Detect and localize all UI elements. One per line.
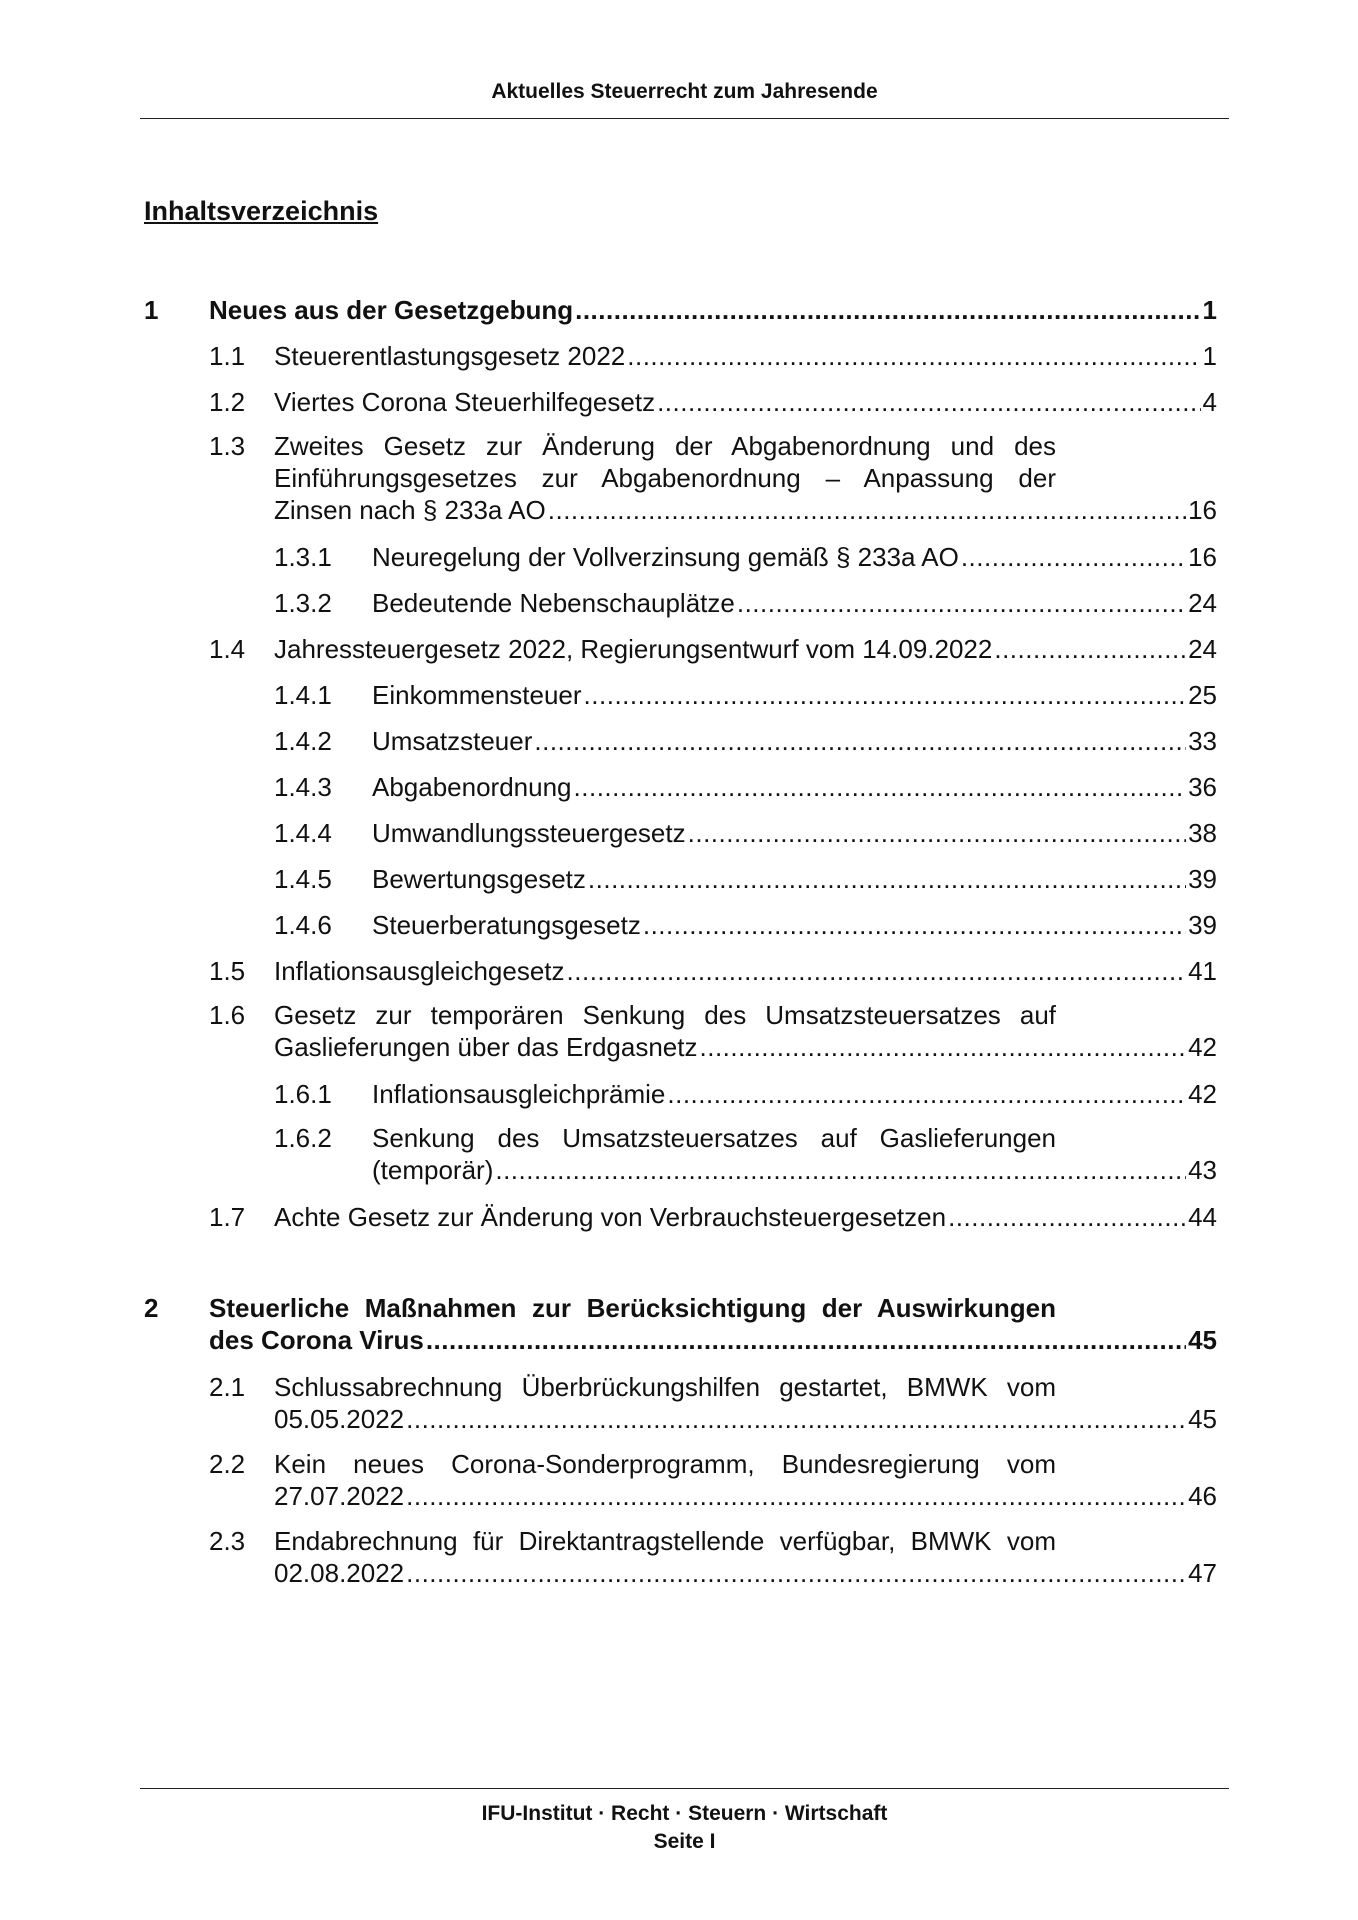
toc-entry-page: 45 <box>1188 1404 1217 1434</box>
dot-leader <box>534 725 1186 757</box>
dot-leader <box>961 541 1186 573</box>
toc-entry-title-line: Einkommensteuer <box>372 680 582 710</box>
toc-entry-title-line: Jahressteuergesetz 2022, Regierungsentwurf vom 14.09.2022 <box>274 634 993 664</box>
toc-entry-page: 25 <box>1188 680 1217 710</box>
toc-entry-number: 1.6 <box>209 1000 246 1030</box>
toc-entry-number: 1.7 <box>209 1202 246 1232</box>
toc-entry-title-line: Schlussabrechnung Überbrückungshilfen gestartet, BMWK vom <box>274 1372 1056 1402</box>
footer-rule <box>140 1788 1229 1789</box>
dot-leader <box>627 340 1200 372</box>
toc-entry-number: 1.6.2 <box>274 1123 332 1153</box>
footer-institute: IFU-Institut · Recht · Steuern · Wirtschaft <box>481 1802 888 1825</box>
toc-entry-number: 1.4 <box>209 634 246 664</box>
toc-entry-page: 16 <box>1188 495 1217 525</box>
toc-entry-title-line: Umwandlungssteuergesetz <box>372 818 686 848</box>
toc-entry-page: 46 <box>1188 1481 1217 1511</box>
toc-entry-number: 1.6.1 <box>274 1079 332 1109</box>
dot-leader <box>948 1201 1186 1233</box>
toc-entry-number: 2 <box>144 1293 159 1323</box>
toc-entry-number: 1.5 <box>209 956 246 986</box>
toc-entry-number: 1.3 <box>209 431 246 461</box>
toc-entry-number: 1.4.6 <box>274 910 332 940</box>
toc-entry-page: 39 <box>1188 864 1217 894</box>
dot-leader <box>688 817 1186 849</box>
dot-leader <box>406 1480 1186 1512</box>
toc-entry-number: 1.1 <box>209 341 246 371</box>
toc-entry-page: 38 <box>1188 818 1217 848</box>
toc-entry-title-line: Steuerliche Maßnahmen zur Berücksichtigung der Auswirkungen <box>209 1293 1056 1323</box>
toc-entry-title-line: Gesetz zur temporären Senkung des Umsatzsteuersatzes auf <box>274 1000 1056 1030</box>
toc-entry-number: 1.4.5 <box>274 864 332 894</box>
toc-entry-title-line: Viertes Corona Steuerhilfegesetz <box>274 387 656 417</box>
dot-leader <box>548 494 1186 526</box>
toc-entry-page: 41 <box>1188 956 1217 986</box>
toc-entry-number: 2.3 <box>209 1526 246 1556</box>
toc-entry-page: 44 <box>1188 1202 1217 1232</box>
toc-entry-page: 33 <box>1188 726 1217 756</box>
footer-page-number: Seite I <box>653 1830 716 1853</box>
header-rule <box>140 118 1229 119</box>
toc-title: Inhaltsverzeichnis <box>144 196 379 226</box>
toc-entry-number: 1.4.4 <box>274 818 332 848</box>
toc-entry-title-line: Bewertungsgesetz <box>372 864 586 894</box>
toc-entry-title-line: (temporär) <box>372 1155 494 1185</box>
toc-entry-title-line: des Corona Virus <box>209 1325 424 1355</box>
dot-leader <box>575 294 1200 326</box>
toc-entry-page: 45 <box>1188 1325 1217 1355</box>
toc-entry-page: 16 <box>1188 542 1217 572</box>
toc-entry-page: 42 <box>1188 1032 1217 1062</box>
toc-entry-page: 43 <box>1188 1155 1217 1185</box>
toc-entry-title-line: Senkung des Umsatzsteuersatzes auf Gaslieferungen <box>372 1123 1056 1153</box>
toc-entry-title-line: Einführungsgesetzes zur Abgabenordnung – Anpassung der <box>274 463 1056 493</box>
toc-entry-number: 1.4.1 <box>274 680 332 710</box>
toc-entry-page: 24 <box>1188 588 1217 618</box>
toc-entry-number: 1.3.2 <box>274 588 332 618</box>
toc-entry-page: 42 <box>1188 1079 1217 1109</box>
dot-leader <box>657 386 1200 418</box>
running-header: Aktuelles Steuerrecht zum Jahresende <box>491 80 878 103</box>
dot-leader <box>994 633 1186 665</box>
dot-leader <box>584 679 1187 711</box>
toc-entry-number: 2.1 <box>209 1372 246 1402</box>
toc-entry-page: 24 <box>1188 634 1217 664</box>
toc-entry-number: 1.3.1 <box>274 542 332 572</box>
dot-leader <box>406 1557 1186 1589</box>
toc-entry-title-line: Zinsen nach § 233a AO <box>274 495 546 525</box>
toc-entry-title-line: Abgabenordnung <box>372 772 572 802</box>
toc-entry-title-line: Neues aus der Gesetzgebung <box>209 295 574 325</box>
toc-entry-title-line: Steuerentlastungsgesetz 2022 <box>274 341 626 371</box>
toc-entry-title-line: Umsatzsteuer <box>372 726 533 756</box>
dot-leader <box>588 863 1186 895</box>
toc-entry-number: 2.2 <box>209 1449 246 1479</box>
dot-leader <box>495 1154 1186 1186</box>
toc-entry-page: 36 <box>1188 772 1217 802</box>
dot-leader <box>567 955 1187 987</box>
toc-entry-page: 1 <box>1202 295 1217 325</box>
toc-entry-number: 1.2 <box>209 387 246 417</box>
dot-leader <box>406 1403 1186 1435</box>
toc-entry-title-line: 05.05.2022 <box>274 1404 405 1434</box>
dot-leader <box>737 587 1186 619</box>
dot-leader <box>667 1078 1186 1110</box>
toc-entry-number: 1.4.2 <box>274 726 332 756</box>
dot-leader <box>700 1031 1187 1063</box>
toc-entry-title-line: Steuerberatungsgesetz <box>372 910 641 940</box>
toc-entry-title-line: Achte Gesetz zur Änderung von Verbrauchsteuergesetzen <box>274 1202 947 1232</box>
dot-leader <box>426 1324 1186 1356</box>
toc-entry-title-line: Endabrechnung für Direktantragstellende verfügbar, BMWK vom <box>274 1526 1056 1556</box>
toc-entry-title-line: Zweites Gesetz zur Änderung der Abgabenordnung und des <box>274 431 1056 461</box>
toc-entry-title-line: Gaslieferungen über das Erdgasnetz <box>274 1032 698 1062</box>
toc-entry-number: 1 <box>144 295 159 325</box>
toc-entry-title-line: Inflationsausgleichprämie <box>372 1079 666 1109</box>
toc-entry-title-line: 27.07.2022 <box>274 1481 405 1511</box>
toc-entry-number: 1.4.3 <box>274 772 332 802</box>
dot-leader <box>643 909 1186 941</box>
toc-entry-page: 47 <box>1188 1558 1217 1588</box>
toc-entry-title-line: Bedeutende Nebenschauplätze <box>372 588 735 618</box>
toc-entry-page: 1 <box>1202 341 1217 371</box>
toc-entry-title-line: Kein neues Corona-Sonderprogramm, Bundesregierung vom <box>274 1449 1056 1479</box>
dot-leader <box>574 771 1187 803</box>
toc-entry-page: 4 <box>1202 387 1217 417</box>
toc-entry-title-line: Neuregelung der Vollverzinsung gemäß § 233a AO <box>372 542 959 572</box>
toc-entry-title-line: Inflationsausgleichgesetz <box>274 956 565 986</box>
toc-entry-page: 39 <box>1188 910 1217 940</box>
toc-entry-title-line: 02.08.2022 <box>274 1558 405 1588</box>
